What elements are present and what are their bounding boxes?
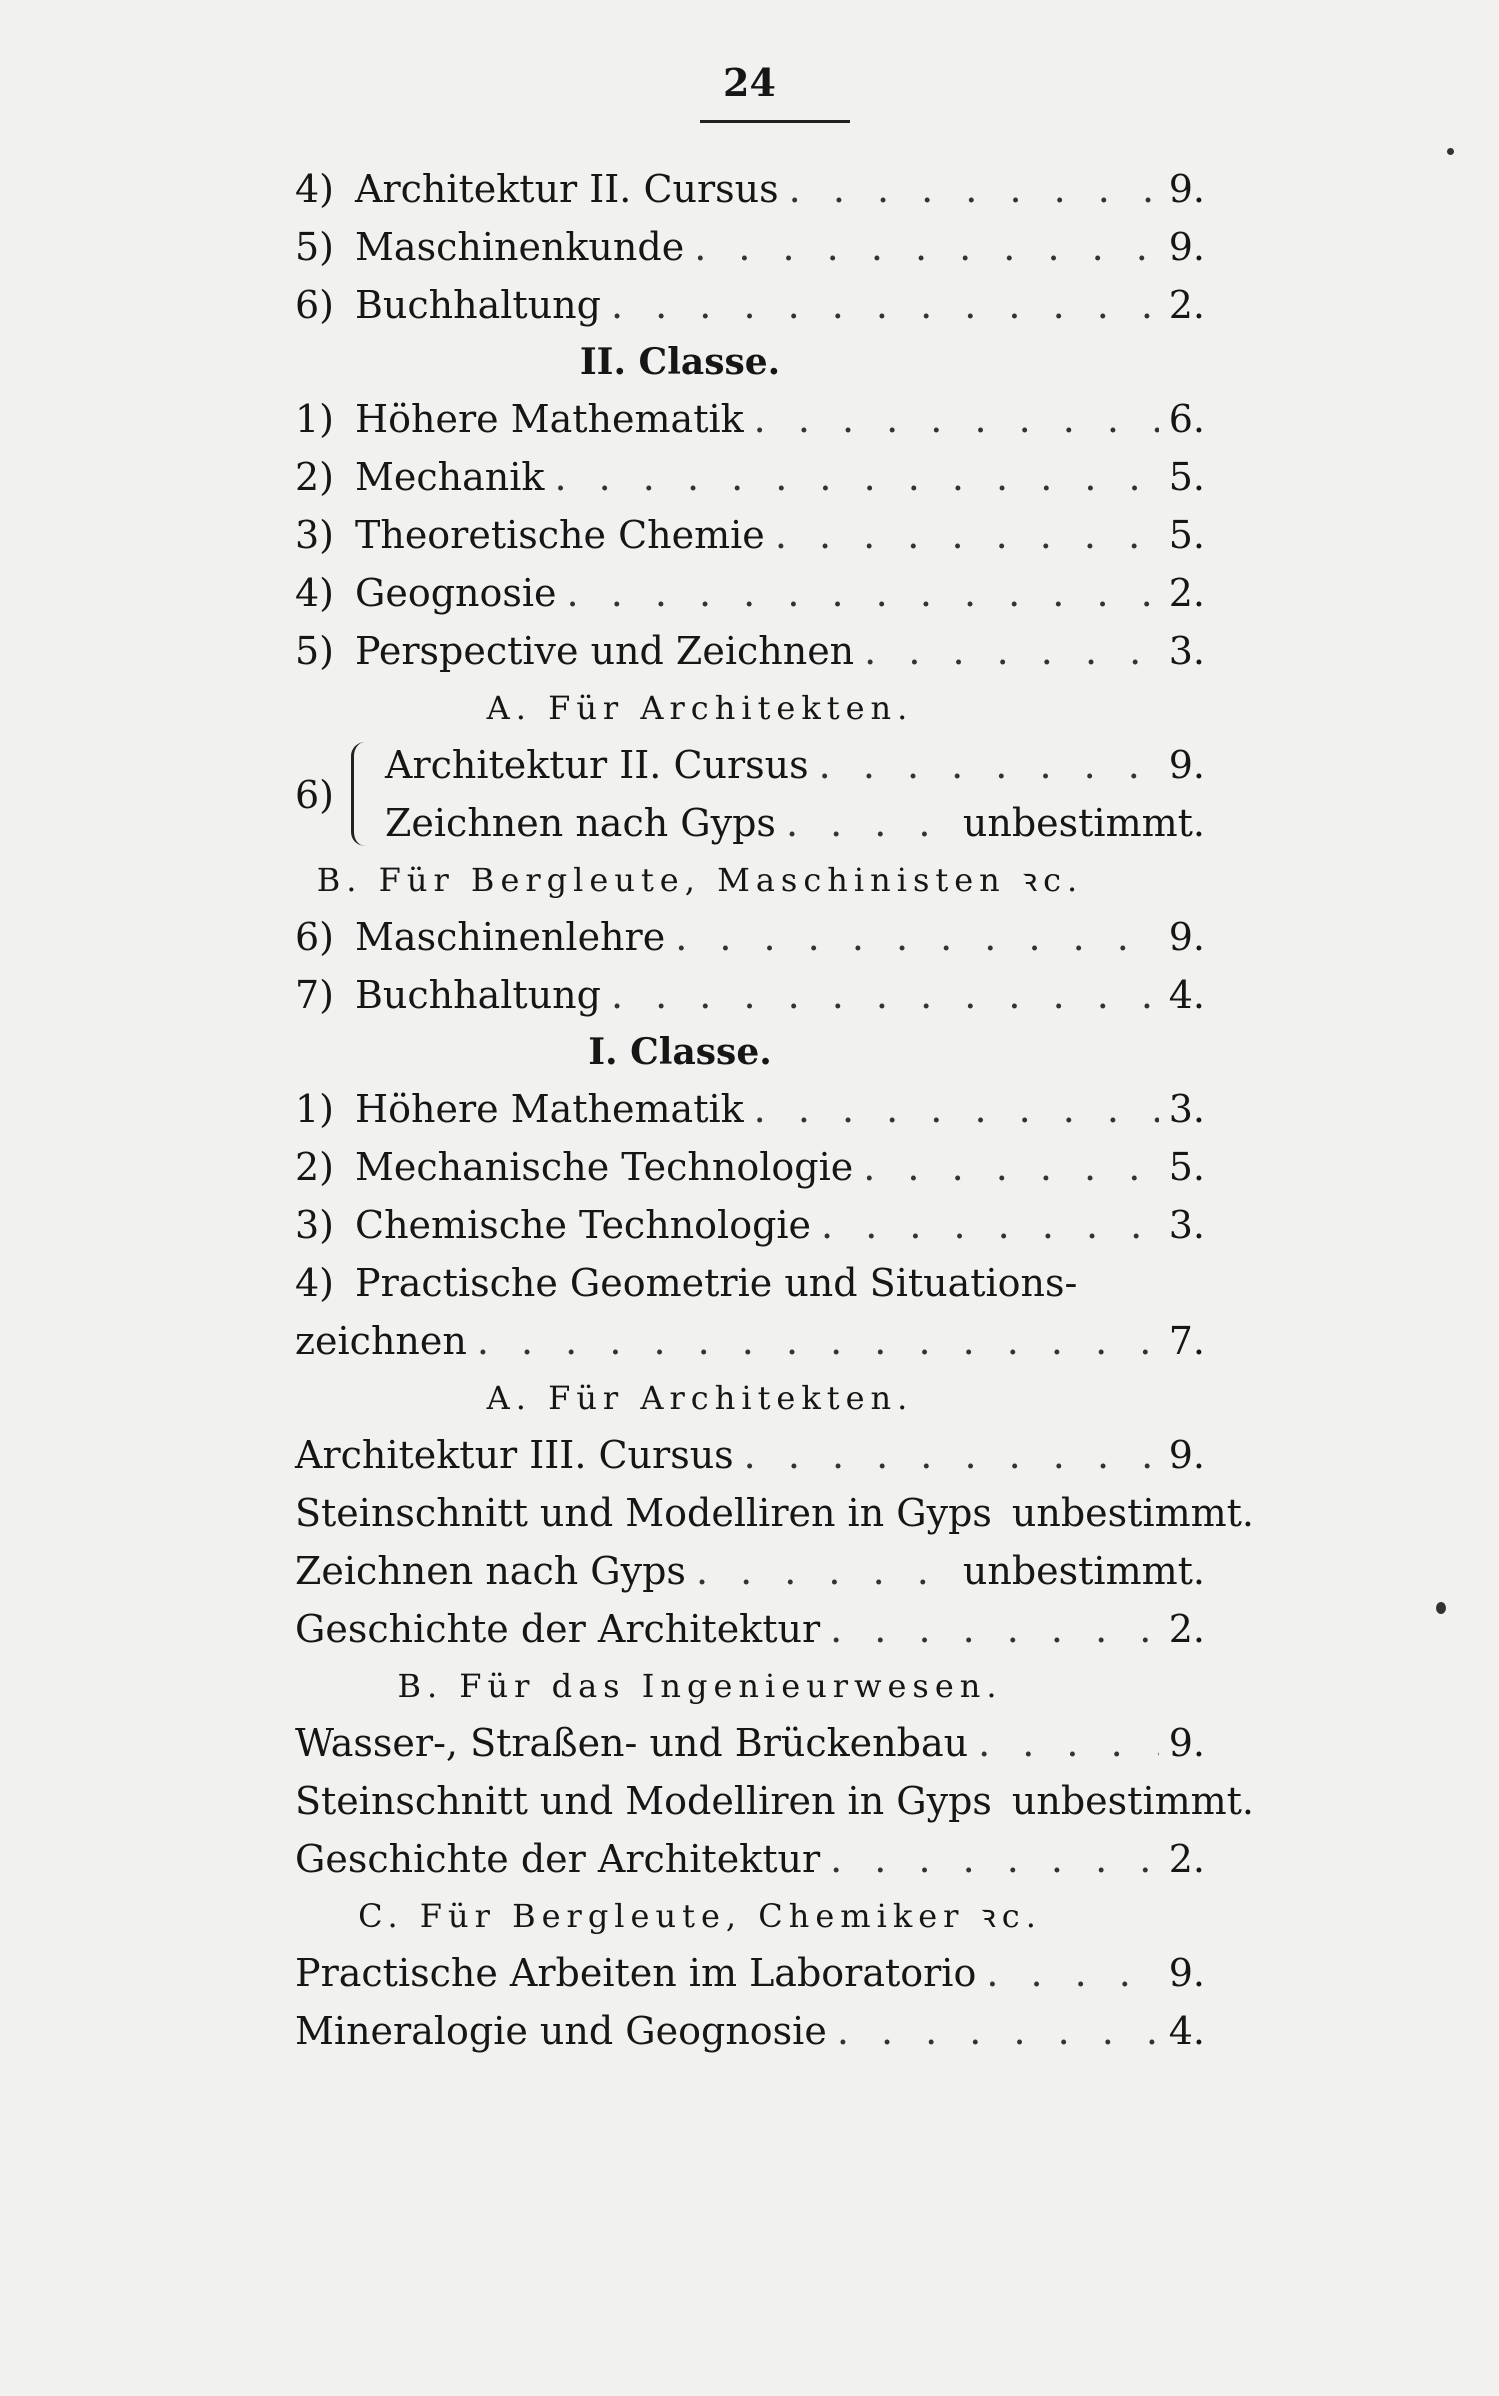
curly-brace xyxy=(351,742,368,846)
list-item xyxy=(295,1484,1255,1542)
page-number: 24 xyxy=(723,60,776,105)
dot-leader xyxy=(789,160,1159,218)
track-heading: A. Für Architekten. xyxy=(486,1379,914,1417)
list-item xyxy=(295,1080,1205,1138)
item-hours: 2. xyxy=(1168,571,1205,615)
list-item xyxy=(295,1830,1205,1888)
item-hours: 2. xyxy=(1168,1607,1205,1651)
dot-leader xyxy=(863,1138,1158,1196)
item-hours: unbestimmt. xyxy=(962,801,1205,845)
item-hours: 2. xyxy=(1168,283,1205,327)
item-label: Theoretische Chemie xyxy=(355,513,765,557)
dot-leader xyxy=(694,218,1159,276)
item-number: 3) xyxy=(295,1203,335,1247)
course-listing xyxy=(295,160,1255,2060)
item-hours: 4. xyxy=(1168,973,1205,1017)
item-label: Maschinenkunde xyxy=(355,225,685,269)
list-item xyxy=(295,564,1205,622)
item-hours: 6. xyxy=(1168,397,1205,441)
item-number: 6) xyxy=(295,915,335,959)
item-hours: 3. xyxy=(1168,629,1205,673)
braced-entry-group xyxy=(295,736,1205,852)
item-hours: unbestimmt. xyxy=(1011,1491,1255,1535)
list-item xyxy=(295,1196,1205,1254)
list-item xyxy=(295,1254,1205,1312)
dot-leader xyxy=(611,966,1159,1024)
list-item xyxy=(295,966,1205,1024)
item-hours: 4. xyxy=(1168,2009,1205,2053)
item-hours: 9. xyxy=(1168,743,1205,787)
dot-leader xyxy=(754,1080,1159,1138)
item-hours: 9. xyxy=(1168,167,1205,211)
list-item xyxy=(295,2002,1205,2060)
paper-speck xyxy=(1436,1602,1446,1614)
item-number: 6) xyxy=(295,773,335,817)
item-label: zeichnen xyxy=(295,1319,467,1363)
item-label: Buchhaltung xyxy=(355,283,601,327)
dot-leader xyxy=(567,564,1159,622)
list-item-continuation xyxy=(295,1312,1205,1370)
class-heading: I. Classe. xyxy=(588,1031,772,1073)
track-heading: B. Für Bergleute, Maschinisten ꝛc. xyxy=(316,861,1084,899)
item-number: 4) xyxy=(295,167,335,211)
item-hours: 9. xyxy=(1168,225,1205,269)
item-hours: 5. xyxy=(1168,1145,1205,1189)
item-label: Höhere Mathematik xyxy=(355,1087,744,1131)
list-item xyxy=(295,1542,1205,1600)
item-number: 3) xyxy=(295,513,335,557)
dot-leader xyxy=(477,1312,1159,1370)
dot-leader xyxy=(675,908,1159,966)
item-hours: unbestimmt. xyxy=(962,1549,1205,1593)
list-item xyxy=(295,160,1205,218)
list-item xyxy=(295,390,1205,448)
item-label: Architektur II. Cursus xyxy=(385,743,809,787)
item-hours: 2. xyxy=(1168,1837,1205,1881)
dot-leader xyxy=(754,390,1159,448)
item-hours: 5. xyxy=(1168,455,1205,499)
item-number: 2) xyxy=(295,1145,335,1189)
dot-leader xyxy=(744,1426,1159,1484)
item-label: Wasser-, Straßen- und Brückenbau xyxy=(295,1721,969,1765)
item-number: 6) xyxy=(295,283,335,327)
track-heading: A. Für Architekten. xyxy=(486,689,914,727)
item-number: 4) xyxy=(295,1261,335,1305)
item-label: Mechanik xyxy=(355,455,545,499)
item-label: Maschinenlehre xyxy=(355,915,666,959)
item-number: 1) xyxy=(295,1087,335,1131)
item-label: Buchhaltung xyxy=(355,973,601,1017)
dot-leader xyxy=(554,448,1158,506)
item-number: 5) xyxy=(295,225,335,269)
dot-leader xyxy=(864,622,1159,680)
list-item xyxy=(295,908,1205,966)
item-hours: unbestimmt. xyxy=(1011,1779,1255,1823)
track-heading: C. Für Bergleute, Chemiker ꝛc. xyxy=(358,1897,1042,1935)
list-item xyxy=(295,1138,1205,1196)
list-item xyxy=(295,276,1205,334)
item-hours: 9. xyxy=(1168,1433,1205,1477)
item-label: Chemische Technologie xyxy=(355,1203,812,1247)
item-number: 2) xyxy=(295,455,335,499)
list-item xyxy=(385,794,1205,852)
dot-leader xyxy=(821,1196,1159,1254)
dot-leader xyxy=(837,2002,1159,2060)
item-hours: 9. xyxy=(1168,915,1205,959)
item-number: 1) xyxy=(295,397,335,441)
page-number-rule xyxy=(700,120,850,123)
list-item xyxy=(295,1944,1205,2002)
dot-leader xyxy=(819,736,1159,794)
item-label: Practische Geometrie und Situations- xyxy=(355,1261,1078,1305)
item-label: Steinschnitt und Modelliren in Gyps xyxy=(295,1491,992,1535)
item-label: Geschichte der Architektur xyxy=(295,1837,821,1881)
item-number: 7) xyxy=(295,973,335,1017)
item-hours: 9. xyxy=(1168,1721,1205,1765)
list-item xyxy=(385,736,1205,794)
list-item xyxy=(295,1772,1255,1830)
braced-entries xyxy=(385,736,1205,852)
item-hours: 3. xyxy=(1168,1203,1205,1247)
dot-leader xyxy=(978,1714,1159,1772)
item-label: Practische Arbeiten im Laboratorio xyxy=(295,1951,977,1995)
dot-leader xyxy=(775,506,1159,564)
item-label: Steinschnitt und Modelliren in Gyps xyxy=(295,1779,992,1823)
paper-speck xyxy=(1447,148,1454,155)
item-label: Zeichnen nach Gyps xyxy=(385,801,776,845)
item-hours: 7. xyxy=(1168,1319,1205,1363)
track-heading: B. Für das Ingenieurwesen. xyxy=(397,1667,1003,1705)
class-heading: II. Classe. xyxy=(579,341,781,383)
item-number: 5) xyxy=(295,629,335,673)
list-item xyxy=(295,1600,1205,1658)
list-item xyxy=(295,1714,1205,1772)
dot-leader xyxy=(830,1830,1159,1888)
list-item xyxy=(295,448,1205,506)
item-label: Mineralogie und Geognosie xyxy=(295,2009,827,2053)
dot-leader xyxy=(611,276,1159,334)
item-hours: 5. xyxy=(1168,513,1205,557)
list-item xyxy=(295,218,1205,276)
list-item xyxy=(295,1426,1205,1484)
list-item xyxy=(295,506,1205,564)
dot-leader xyxy=(786,794,953,852)
item-label: Zeichnen nach Gyps xyxy=(295,1549,686,1593)
item-number: 4) xyxy=(295,571,335,615)
dot-leader xyxy=(986,1944,1158,2002)
item-label: Geschichte der Architektur xyxy=(295,1607,821,1651)
dot-leader xyxy=(830,1600,1159,1658)
item-label: Architektur III. Cursus xyxy=(295,1433,734,1477)
item-label: Mechanische Technologie xyxy=(355,1145,854,1189)
item-label: Architektur II. Cursus xyxy=(355,167,779,211)
list-item xyxy=(295,622,1205,680)
item-label: Höhere Mathematik xyxy=(355,397,744,441)
item-hours: 3. xyxy=(1168,1087,1205,1131)
dot-leader xyxy=(696,1542,953,1600)
item-hours: 9. xyxy=(1168,1951,1205,1995)
item-label: Perspective und Zeichnen xyxy=(355,629,855,673)
item-label: Geognosie xyxy=(355,571,557,615)
